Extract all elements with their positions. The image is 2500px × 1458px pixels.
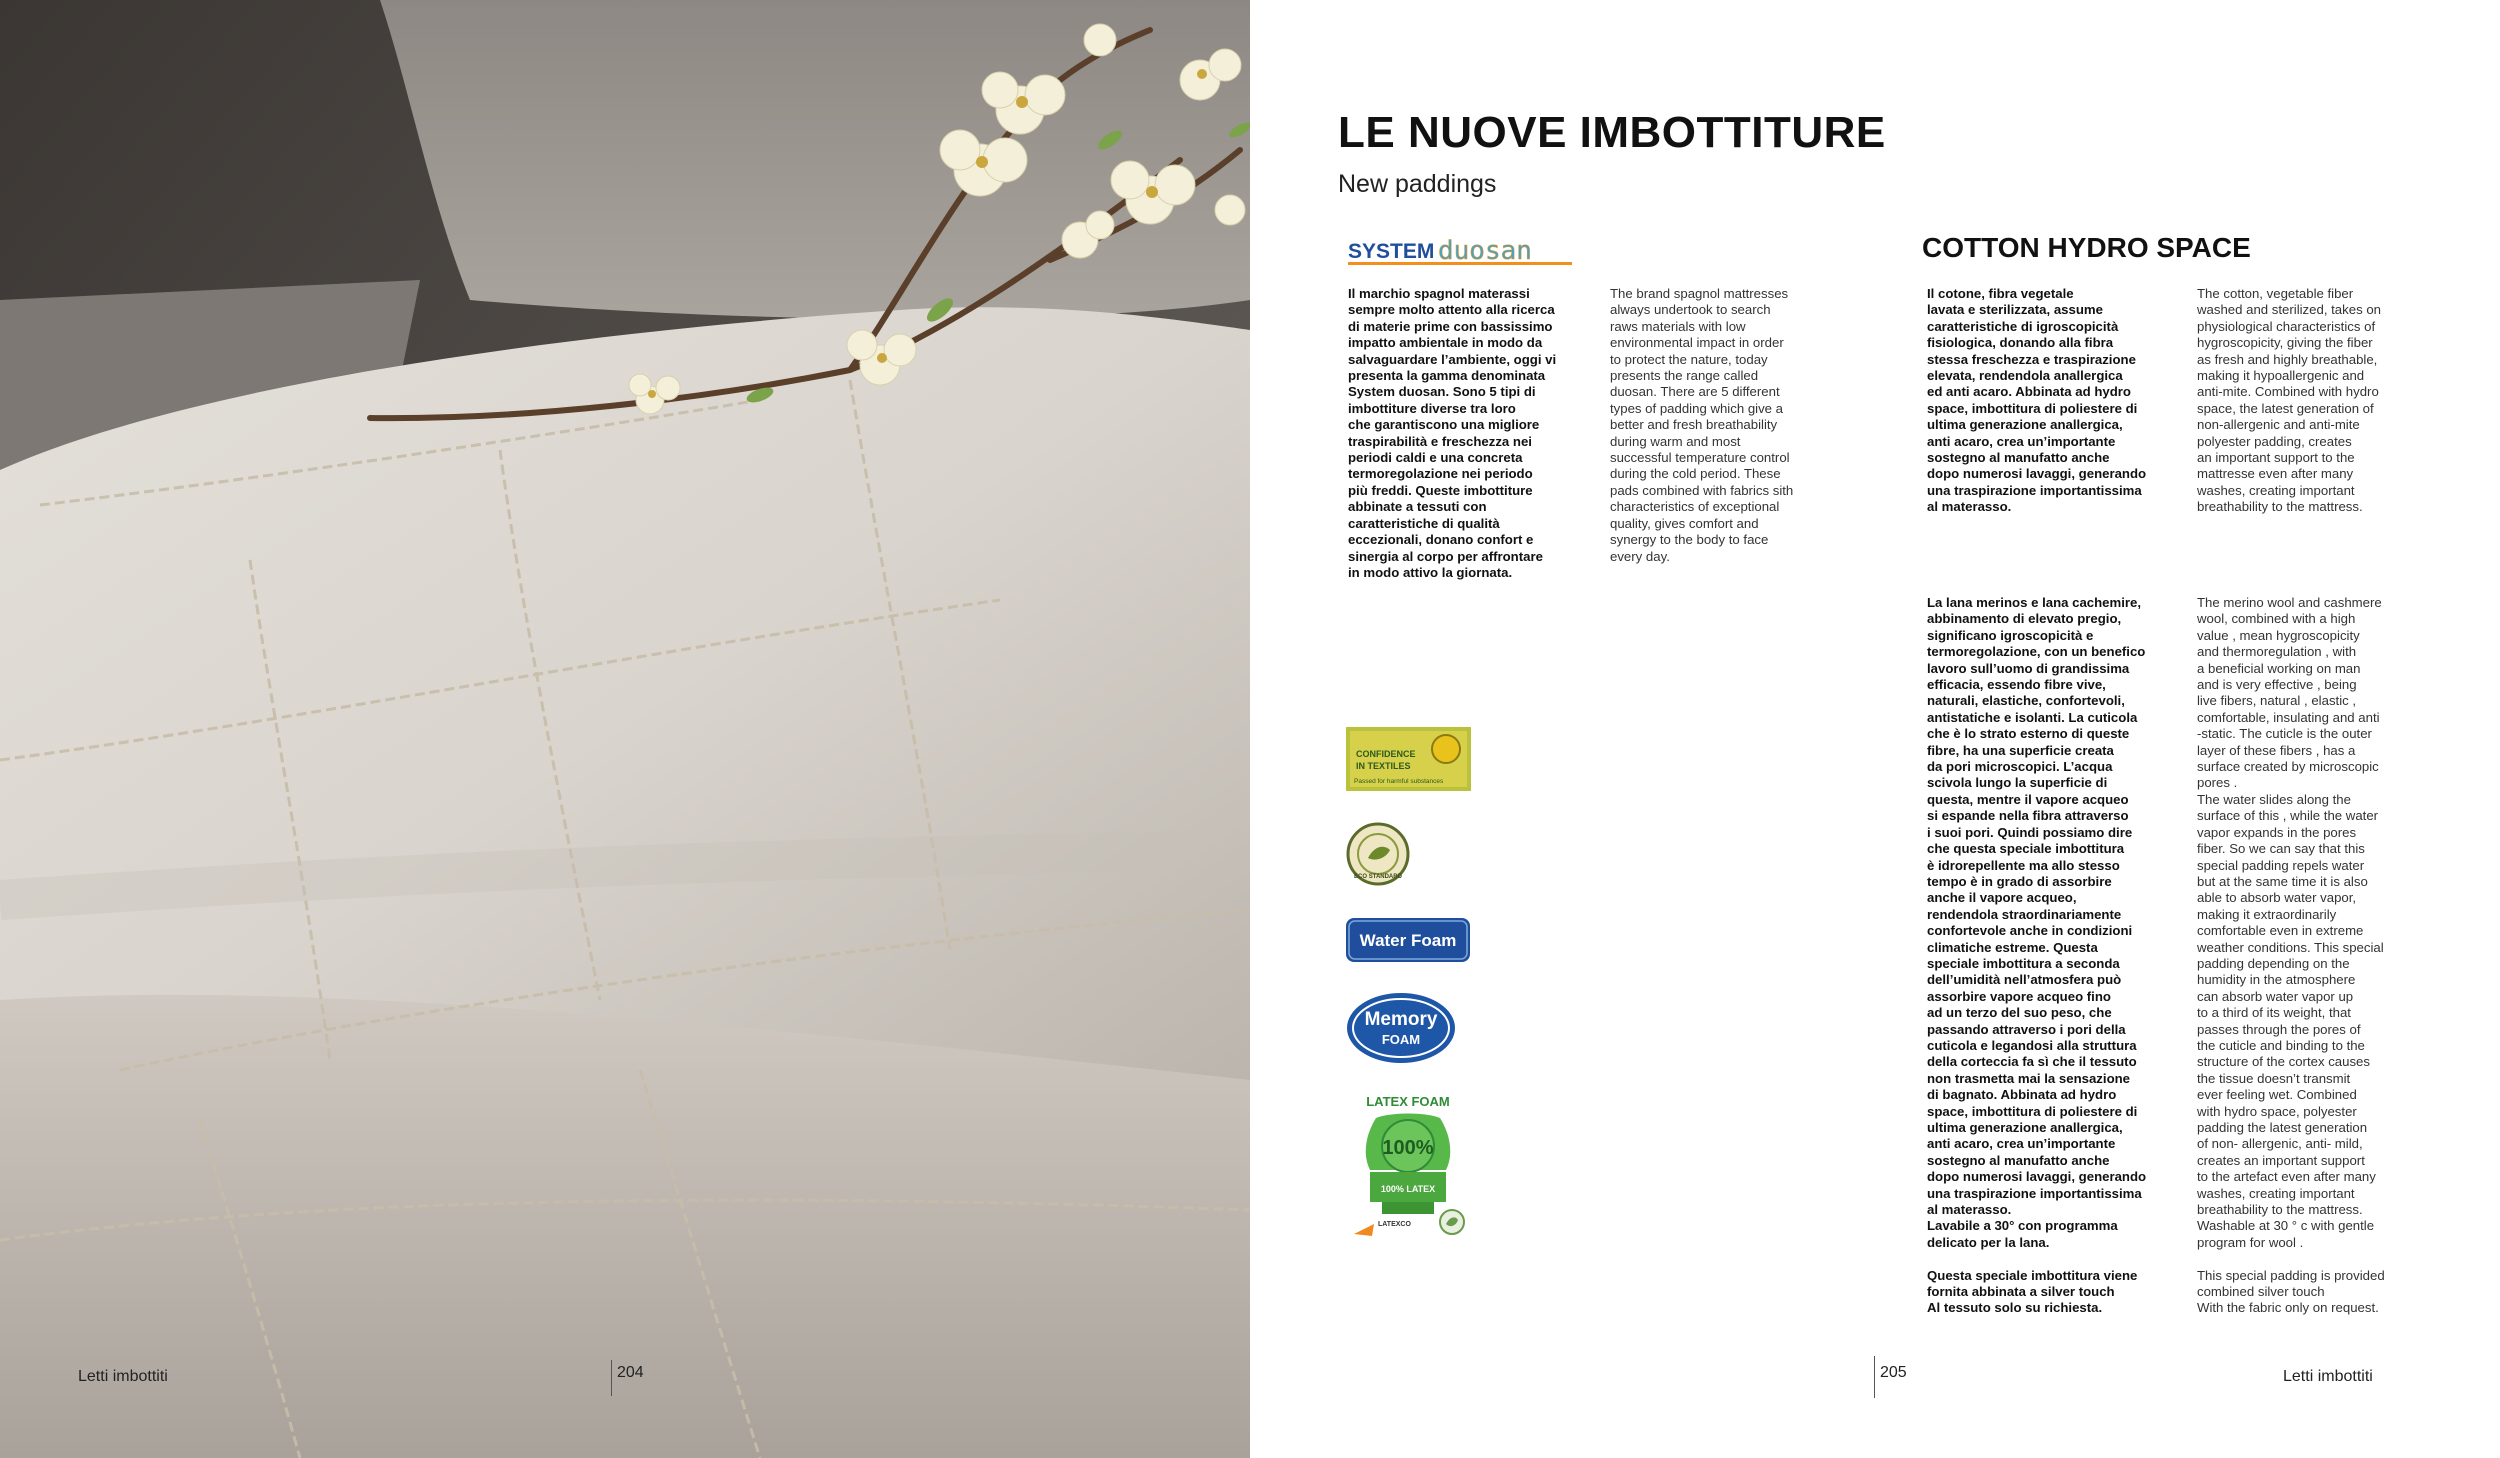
footer-left-separator [611, 1360, 612, 1396]
logo-duosan-text: duosan [1438, 236, 1532, 266]
footer-right-separator [1874, 1356, 1875, 1398]
memory-foam-line2: FOAM [1381, 1032, 1421, 1047]
wool-text-en: The merino wool and cashmere wool, combined with a high value , mean hygroscopicity and thermoregulation , with a beneficial working on man and is very effective , being live fibers, natural , elastic , comfortable, insulating and anti -static. The cuticle is the outer layer of these fibers , has a surface created by microscopic pores . The water slides along the surface of this , while the water vapor expands in the pores fiber. So we can say that this special padding repels water but at the same time it is also able to absorb water vapor, making it extraordinarily comfortable even in extreme weather conditions. This special padding depending on the humidity in the atmosphere can absorb water vapor up to a third of its weight, that passes through the pores of the cuticle and binding to the structure of the cortex causes the tissue doesn’t transmit ever feeling wet. Combined with hydro space, polyester padding the latest generation of non- allergenic, anti- mild, creates an important support to the artefact even after many washes, creating important breathability to the mattress. Washable at 30 ° c with gentle program for wool . This special padding is provided combined silver touch With the fabric only on request. [2197, 595, 2385, 1316]
logo-system-text: SYSTEM [1348, 240, 1435, 263]
latex-foam-title: LATEX FOAM [1366, 1094, 1450, 1109]
confidence-line1-text: CONFIDENCE [1356, 749, 1416, 759]
footer-left-page-number: 204 [617, 1364, 644, 1381]
cotton-text-en: The cotton, vegetable fiber washed and sterilized, takes on physiological characteristics of hygroscopicity, giving the fiber as fresh and highly breathable, making it hypoallergenic and anti-mite. Combined with hydro space, the latest generation of non-allergenic and anti-mite polyester padding, creates an important support to the mattresse even after many washes, creating important breathability to the mattress. [2197, 286, 2382, 515]
latex-sub-text: 100% LATEX [1380, 1184, 1436, 1194]
confidence-line2-text: IN TEXTILES [1356, 761, 1411, 771]
memory-foam-line1: Memory [1364, 1009, 1438, 1030]
footer-left-label: Letti imbottiti [78, 1368, 168, 1385]
latex-brand-text: LATEXCO [1378, 1221, 1411, 1228]
footer-right-page-number: 205 [1880, 1364, 1907, 1381]
latex-foam-badge [1346, 1094, 1470, 1240]
cotton-text-it: Il cotone, fibra vegetale lavata e sterilizzata, assume caratteristiche di igroscopicità fisiologica, donando alla fibra stessa freschezza e traspirazione elevata, rendendola anallergica ed anti acaro. Abbinata ad hydro space, imbottitura di poliestere di ultima generazione anallergica, anti acaro, crea un’importante sostegno al manufatto anche dopo numerosi lavaggi, generando una traspirazione importantissima al materasso. [1927, 286, 2147, 515]
cotton-section-title: COTTON HYDRO SPACE [1922, 232, 2251, 263]
page-subtitle: New paddings [1338, 170, 1497, 198]
wool-text-it: La lana merinos e lana cachemire, abbinamento di elevato pregio, significano igroscopicità e termoregolazione, con un benefico lavoro sull’uomo di grandissima efficacia, essendo fibre vive, naturali, elastiche, confortevoli, antistatiche e isolanti. La cuticola che è lo strato esterno di queste fibre, ha una superficie creata da pori microscopici. L’acqua scivola lungo la superficie di questa, mentre il vapore acqueo si espande nella fibra attraverso i suoi pori. Quindi possiamo dire che questa speciale imbottitura è idrorepellente ma allo stesso tempo è in grado di assorbire anche il vapore acqueo, rendendola straordinariamente confortevole anche in condizioni climatiche estreme. Questa speciale imbottitura a seconda dell’umidità nell’atmosfera può assorbire vapore acqueo fino ad un terzo del suo peso, che passando attraverso i pori della cuticola e legandosi alla struttura della corteccia fa sì che il tessuto non trasmetta mai la sensazione di bagnato. Abbinata ad hydro space, imbottitura di poliestere di ultima generazione anallergica, anti acaro, crea un’importante sostegno al manufatto anche dopo numerosi lavaggi, generando una traspirazione importantissima al materasso. Lavabile a 30° con programma delicato per la lana. Questa speciale imbottitura viene fornita abbinata a silver touch Al tessuto solo su richiesta. [1927, 595, 2147, 1316]
latex-percent-text: 100% [1382, 1137, 1434, 1159]
water-foam-text: Water Foam [1359, 931, 1457, 950]
confidence-in-textiles-badge [1346, 727, 1471, 791]
page-title: LE NUOVE IMBOTTITURE [1338, 108, 1886, 157]
eco-standard-text: ECO STANDARD [1354, 874, 1402, 880]
footer-right-label: Letti imbottiti [2283, 1368, 2373, 1385]
memory-foam-badge [1346, 992, 1456, 1064]
confidence-line3-text: Passed for harmful substances [1354, 778, 1444, 785]
water-foam-badge [1346, 918, 1470, 962]
intro-text-it: Il marchio spagnol materassi sempre molto attento alla ricerca di materie prime con bassissimo impatto ambientale in modo da salvaguardare l’ambiente, oggi vi presenta la gamma denominata System duosan. Sono 5 tipi di imbottiture diverse tra loro che garantiscono una migliore traspirabilità e freschezza nei periodi caldi e una concreta termoregolazione nei periodo più freddi. Queste imbottiture abbinate a tessuti con caratteristiche di qualità eccezionali, donano confort e sinergia al corpo per affrontare in modo attivo la giornata. [1348, 286, 1557, 580]
system-duosan-logo [1348, 236, 1572, 266]
intro-text-en: The brand spagnol mattresses always undertook to search raws materials with low environmental impact in order to protect the nature, today presents the range called duosan. There are 5 different types of padding which give a better and fresh breathability during warm and most successful temperature control during the cold period. These pads combined with fabrics sith characteristics of exceptional quality, gives comfort and synergy to the body to face every day. [1610, 286, 1794, 564]
eco-standard-badge [1346, 822, 1410, 886]
